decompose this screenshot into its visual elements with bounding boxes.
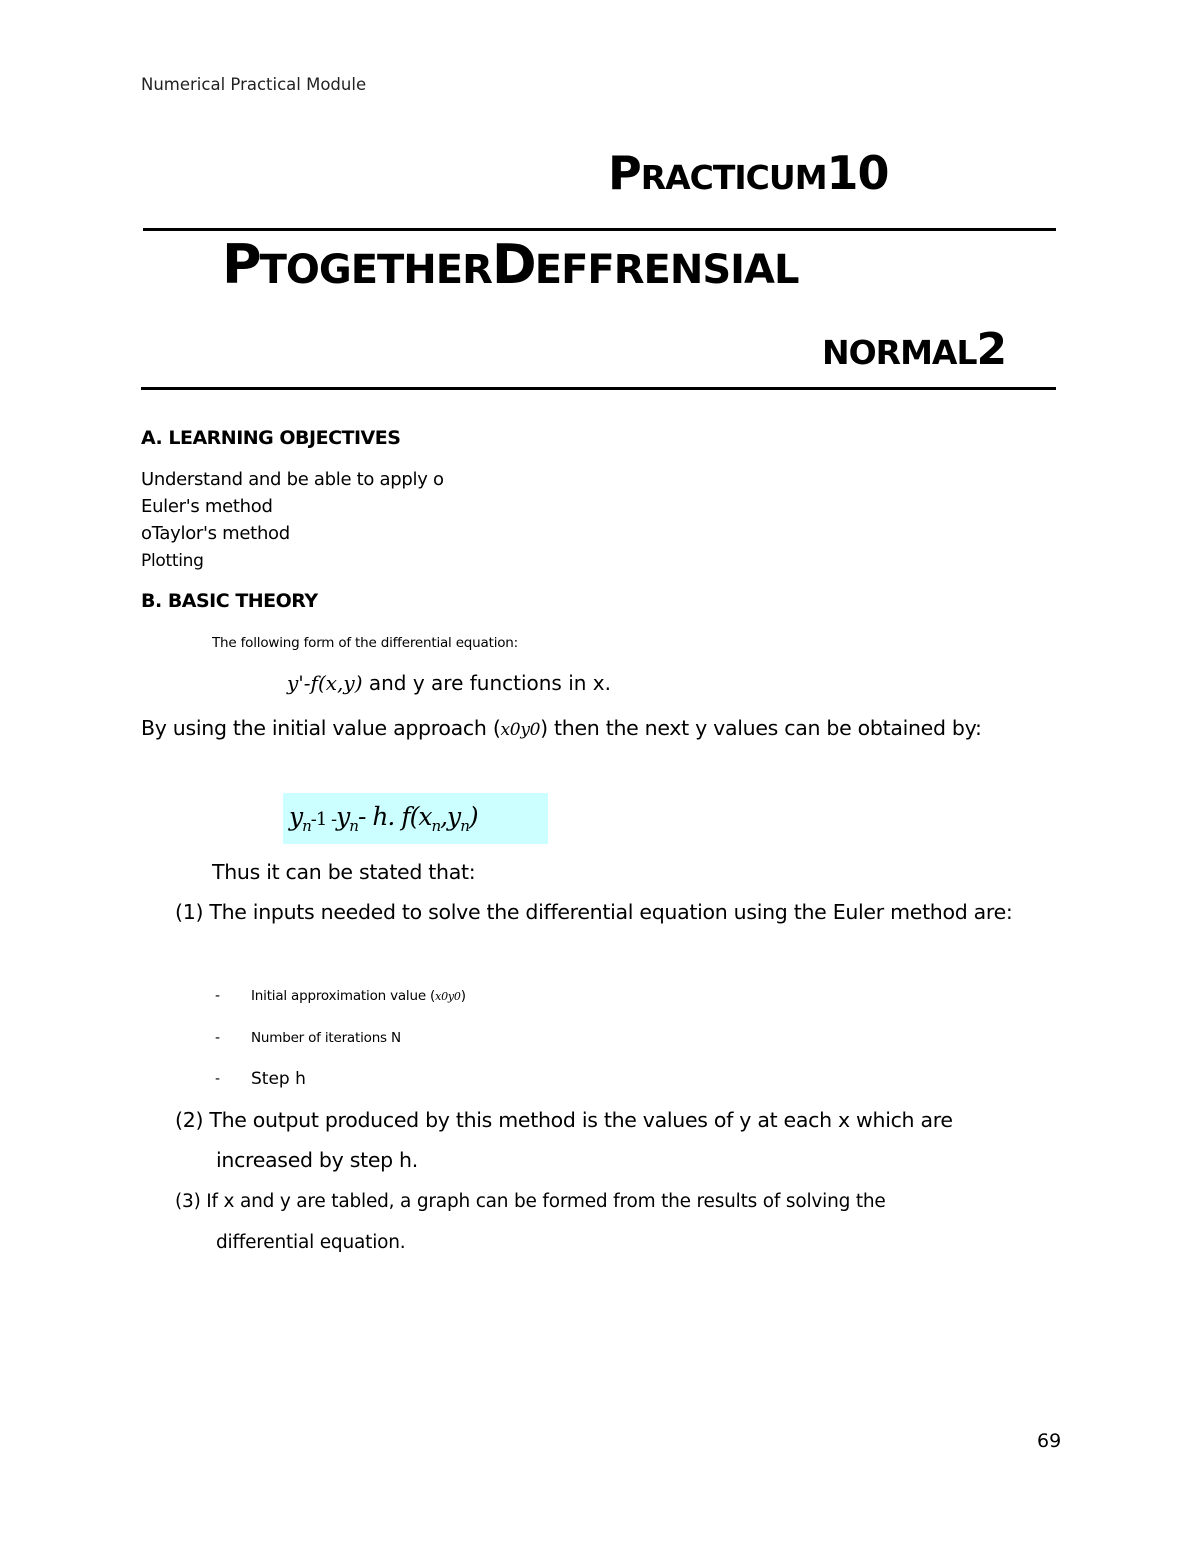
bullet-dash: - [215, 988, 221, 1004]
title-rule-top [143, 228, 1056, 231]
chapter-smallcaps-1: TOGETHER [259, 247, 492, 293]
subtitle-number: 2 [976, 324, 1007, 375]
thus-sentence: Thus it can be stated that: [212, 860, 476, 884]
formula-sub: n [431, 817, 441, 835]
bullet-item [251, 988, 466, 1004]
section-b-heading: B. BASIC THEORY [141, 590, 318, 612]
subtitle-smallcaps: NORMAL [822, 333, 977, 372]
page-number: 69 [1037, 1430, 1062, 1452]
initial-text-after: ) then the next y values can be obtained by: [540, 716, 982, 740]
formula-part: - h. f(x [357, 802, 432, 831]
formula-part: -1 - [310, 809, 337, 830]
title-cap: P [608, 146, 641, 200]
equation-text: and y are functions in x. [362, 671, 611, 695]
practicum-title [608, 146, 889, 200]
theory-intro: The following form of the differential equation: [212, 635, 519, 651]
bullet-dash: - [215, 1030, 221, 1046]
objective-item: Understand and be able to apply o [141, 469, 444, 490]
differential-equation [287, 671, 611, 695]
chapter-title [222, 233, 799, 296]
title-smallcaps: RACTICUM [640, 158, 827, 197]
formula-part: y [289, 802, 303, 831]
bullet-math: x0y0 [435, 990, 461, 1003]
point-1: (1) The inputs needed to solve the differential equation using the Euler method are: [175, 900, 1013, 924]
initial-text-before: By using the initial value approach ( [141, 716, 501, 740]
equation-math: y'-f(x,y) [287, 671, 363, 695]
formula-part: ,y [440, 802, 461, 831]
chapter-smallcaps-2: EFFRENSIAL [534, 247, 799, 293]
point-2-line-2: increased by step h. [216, 1148, 418, 1172]
bullet-dash: - [215, 1071, 221, 1087]
formula-part: y [336, 802, 350, 831]
bullet-text: Initial approximation value ( [251, 988, 436, 1004]
bullet-item: Step h [251, 1069, 306, 1089]
point-3-line-1: (3) If x and y are tabled, a graph can be formed from the results of solving the [175, 1191, 886, 1212]
bullet-item: Number of iterations N [251, 1030, 401, 1046]
formula-sub: n [302, 817, 311, 835]
initial-value-sentence [141, 716, 982, 740]
section-a-heading: A. LEARNING OBJECTIVES [141, 427, 401, 449]
title-rule-bottom [141, 387, 1056, 390]
initial-math: x0y0 [500, 720, 541, 740]
chapter-cap-2: D [491, 233, 535, 296]
euler-formula [289, 802, 478, 835]
chapter-subtitle [822, 324, 1007, 375]
chapter-cap-1: P [222, 233, 260, 296]
objective-item: oTaylor's method [141, 523, 290, 544]
formula-part: ) [468, 802, 478, 831]
objective-item: Euler's method [141, 496, 273, 517]
point-2-line-1: (2) The output produced by this method is the values of y at each x which are [175, 1108, 953, 1132]
bullet-close: ) [460, 988, 466, 1004]
title-number: 10 [826, 146, 889, 200]
formula-sub: n [349, 817, 358, 835]
running-header: Numerical Practical Module [141, 75, 367, 94]
objective-item: Plotting [141, 551, 204, 571]
formula-sub: n [460, 817, 469, 835]
point-3-line-2: differential equation. [216, 1232, 406, 1253]
